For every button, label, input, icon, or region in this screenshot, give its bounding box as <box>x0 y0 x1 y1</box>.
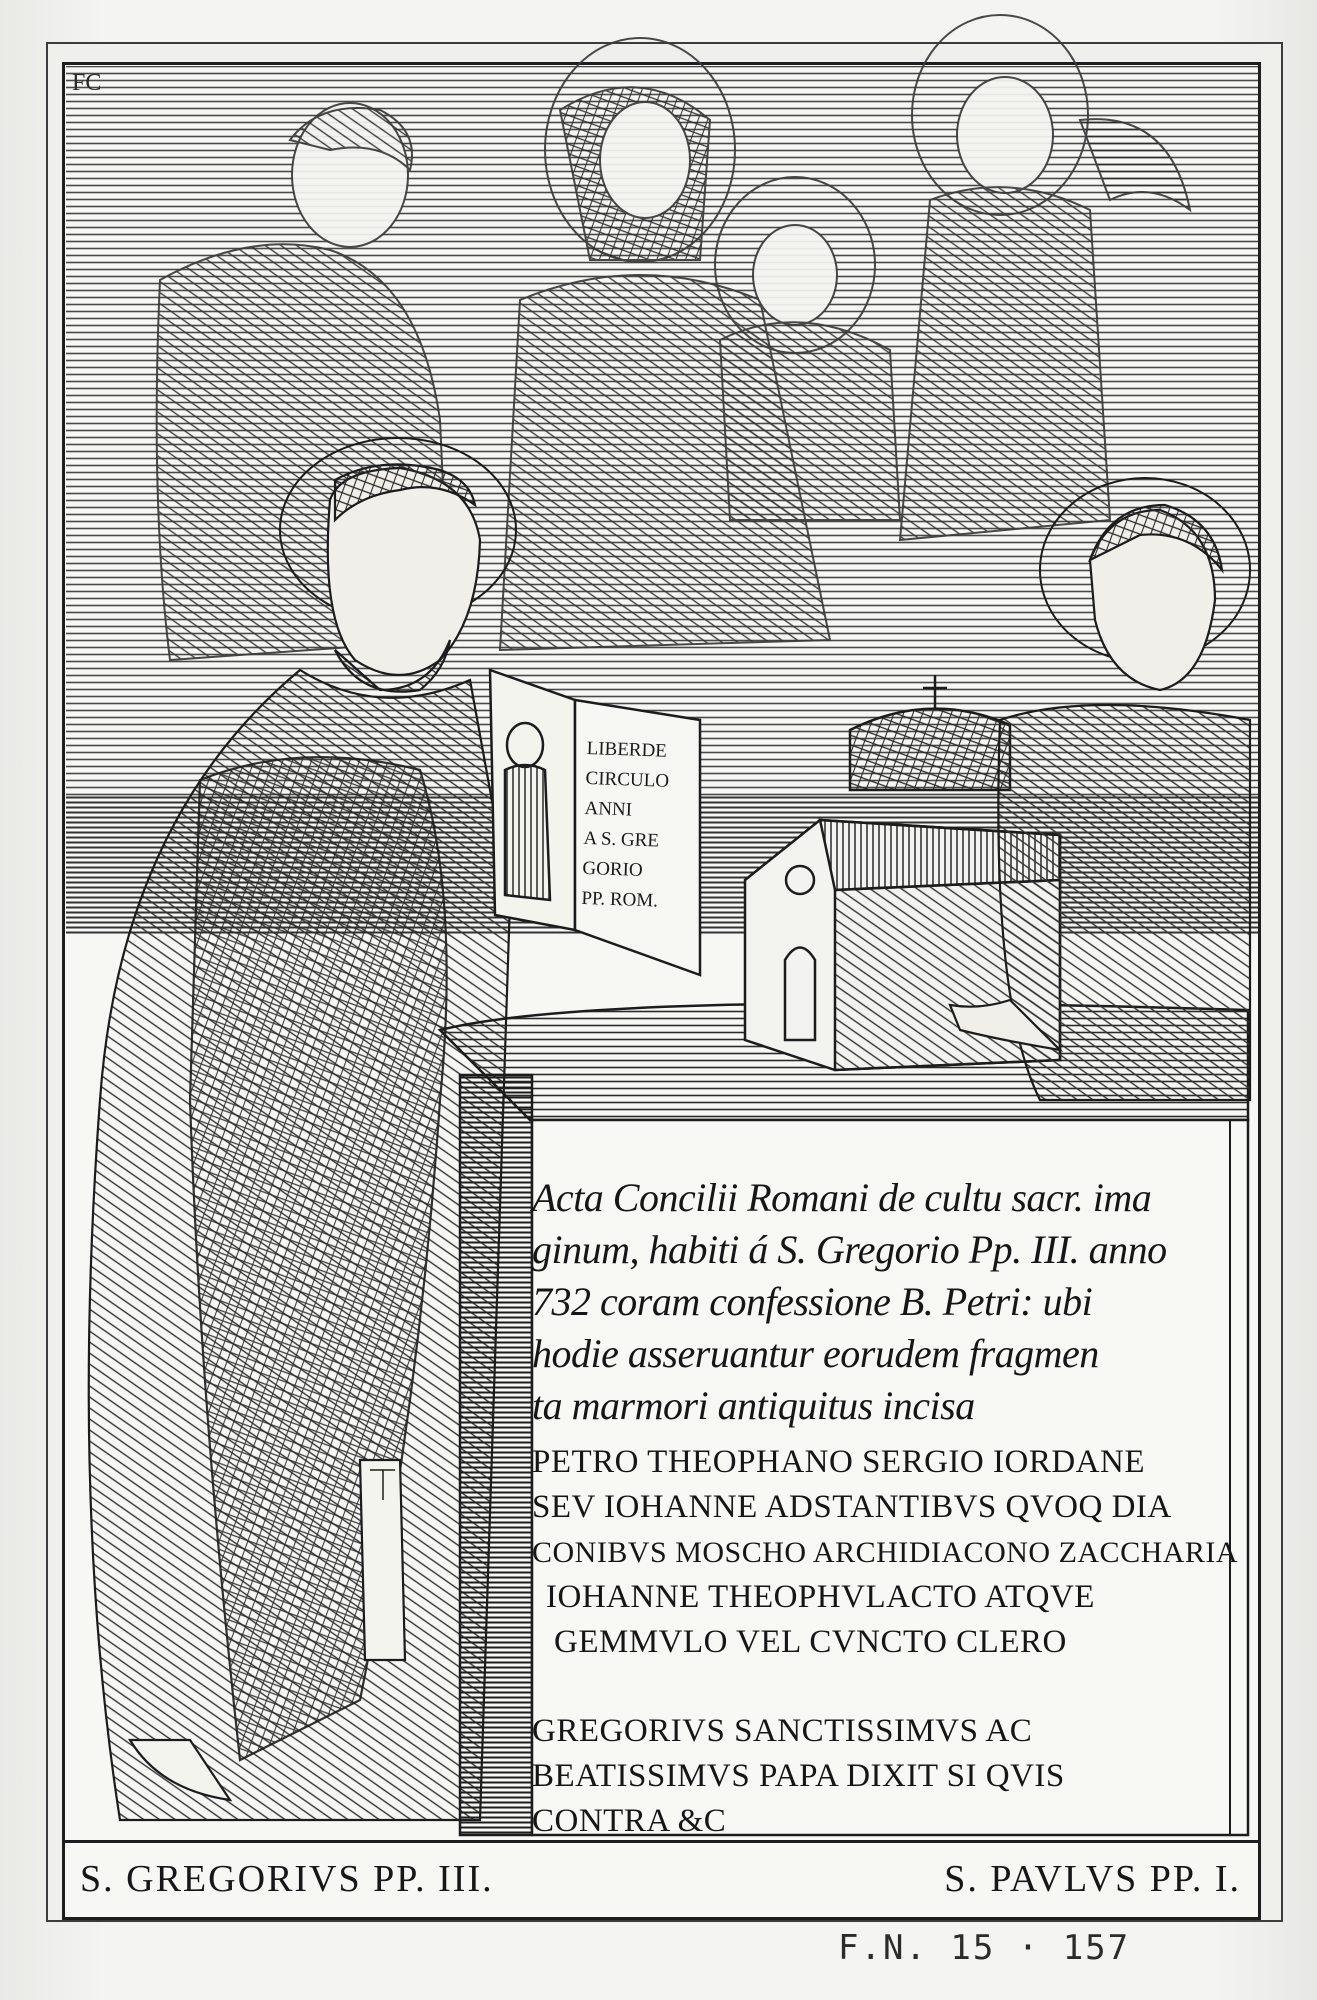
book-line: CIRCULO <box>585 767 670 792</box>
book-line: A S. GRE <box>583 827 660 852</box>
inscription-caps-line: BEATISSIMVS PAPA DIXIT SI QVIS <box>532 1758 1065 1794</box>
caption-gregory: S. GREGORIVS PP. III. <box>80 1858 494 1900</box>
collection-stamp: F.N. 15 · 157 <box>838 1928 1131 1968</box>
inscription-decree <box>532 1709 1232 1844</box>
inscription-italic-line: Acta Concilii Romani de cultu sacr. ima <box>532 1175 1152 1220</box>
inscription-caps-line: PETRO THEOPHANO SERGIO IORDANE <box>532 1444 1145 1480</box>
inscription-italic-line: hodie asseruantur eorudem fragmen <box>532 1331 1099 1376</box>
book-line: LIBERDE <box>586 737 668 762</box>
inscription-caps-line: CONIBVS MOSCHO ARCHIDIACONO ZACCHARIA <box>532 1536 1239 1569</box>
book-line: ANNI <box>584 797 633 821</box>
inscription-caps-line: CONTRA &C <box>532 1803 727 1839</box>
book-line: GORIO <box>582 857 643 881</box>
inscription-italic-line: 732 coram confessione B. Petri: ubi <box>532 1279 1093 1324</box>
pedestal-inscription <box>532 1172 1239 1844</box>
inscription-caps-line: IOHANNE THEOPHVLACTO ATQVE <box>546 1579 1095 1615</box>
inscription-caps-line: GEMMVLO VEL CVNCTO CLERO <box>554 1624 1067 1660</box>
inscription-italic-line: ta marmori antiquitus incisa <box>532 1383 975 1428</box>
book-inscription <box>581 734 707 918</box>
caption-bar <box>62 1840 1261 1914</box>
inscription-caps-line: SEV IOHANNE ADSTANTIBVS QVOQ DIA <box>532 1489 1172 1525</box>
plate-mark: FC <box>72 70 102 96</box>
inscription-caps-line: GREGORIVS SANCTISSIMVS AC <box>532 1713 1033 1749</box>
caption-paul: S. PAVLVS PP. I. <box>944 1858 1241 1900</box>
book-line: PP. ROM. <box>581 887 659 912</box>
inscription-italic-line: ginum, habiti á S. Gregorio Pp. III. anno <box>532 1227 1167 1272</box>
